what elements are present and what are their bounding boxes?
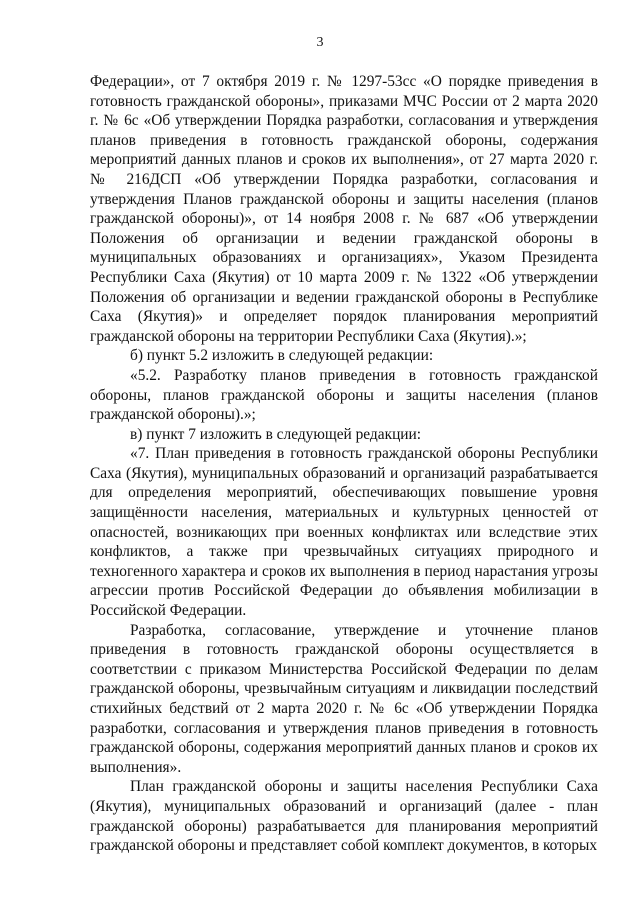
paragraph-item-v: в) пункт 7 изложить в следующей редакции: — [130, 425, 422, 443]
paragraph-item-b: б) пункт 5.2 изложить в следующей редакции: — [130, 347, 434, 365]
page-number: 3 — [316, 35, 324, 50]
paragraph-development: Разработка, согласование, утверждение и уточнение планов приведения в готовность гражданской обороны осуществляется в соответствии с приказом Министерства Российской Федерации по делам гражданской обороны, чрезвычайным ситуациям и ликвидации последствий стихийных бедствий от 2 марта 2020 г. № 6с «Об утверждении Порядка разработки, согласования и утверждения планов приведения в готовность гражданской обороны, содержания мероприятий данных планов и сроков их выполнения». — [90, 621, 598, 776]
paragraph-civil-defense-plan: План гражданской обороны и защиты населения Республики Саха (Якутия), муниципальных образований и организаций (далее - план гражданской обороны) разрабатывается для планирования мероприятий гражданской обороны и представляет собой комплект документов, в которых — [90, 778, 598, 855]
paragraph-continuation: Федерации», от 7 октября 2019 г. № 1297-53сс «О порядке приведения в готовность гражданской обороны», приказами МЧС России от 2 марта 2020 г. № 6с «Об утверждении Порядка разработки, согласования и утверждения планов приведения в готовность гражданской обороны, содержания мероприятий данных планов и сроков их выполнения», от 27 марта 2020 г. № 216ДСП «Об утверждении Порядка разработки, согласования и утверждения Планов гражданской обороны и защиты населения (планов гражданской обороны)», от 14 ноября 2008 г. № 687 «Об утверждении Положения об организации и ведении гражданской обороны в муниципальных образованиях и организациях», Указом Президента Республики Саха (Якутия) от 10 марта 2009 г. № 1322 «Об утверждении Положения об организации и ведении гражданской обороны в Республике Саха (Якутия)» и определяет порядок планирования мероприятий гражданской обороны на территории Республики Саха (Якутия).»; — [90, 73, 598, 345]
paragraph-clause-7: «7. План приведения в готовность гражданской обороны Республики Саха (Якутия), муниципальных образований и организаций разрабатывается для определения мероприятий, обеспечивающих повышение уровня защищённости населения, материальных и культурных ценностей от опасностей, возникающих при военных конфликтах или вследствие этих конфликтов, а также при чрезвычайных ситуациях природного и техногенного характера и сроков их выполнения в период нарастания угрозы агрессии против Российской Федерации до объявления мобилизации в Российской Федерации. — [90, 445, 598, 620]
paragraph-clause-5-2: «5.2. Разработку планов приведения в готовность гражданской обороны, планов гражданской обороны и защиты населения (планов гражданской обороны).»; — [90, 366, 598, 424]
document-body — [90, 72, 598, 856]
